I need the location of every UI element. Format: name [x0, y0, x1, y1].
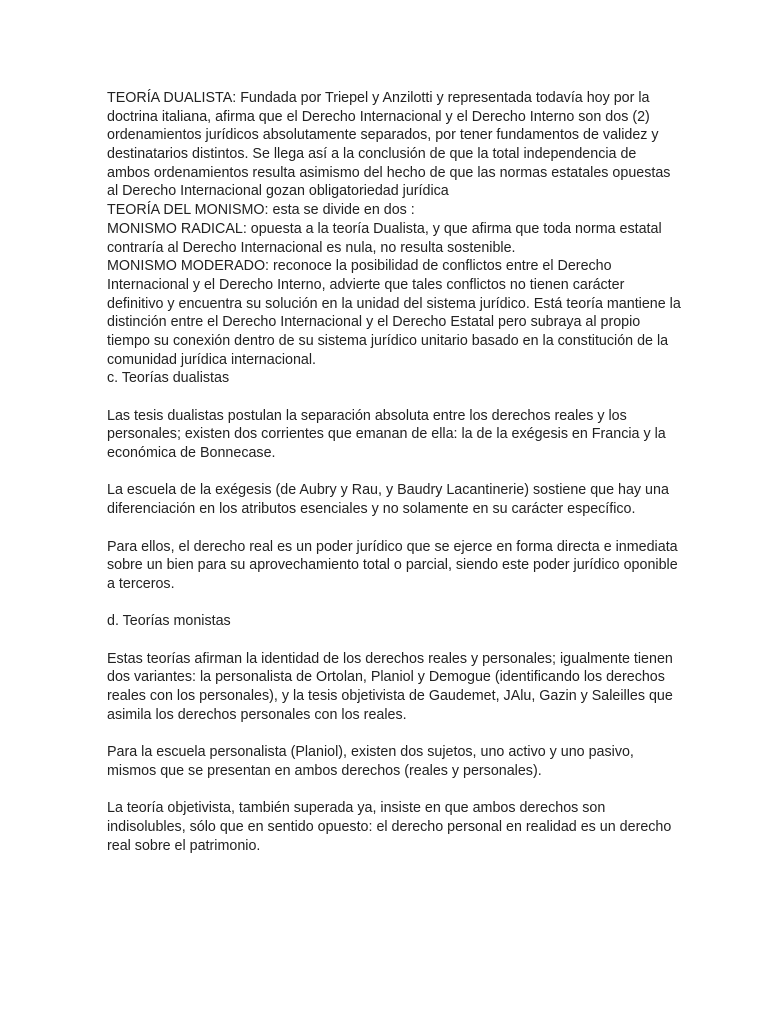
text-line: reales con los personales), y la tesis objetivista de Gaudemet, JAlu, Gazin y Saleilles que: [107, 688, 673, 704]
text-line: distinción entre el Derecho Internacional y el Derecho Estatal pero subraya al propio: [107, 314, 641, 331]
text-line: diferenciación en los atributos esenciales y no solamente en su carácter específico.: [107, 501, 636, 518]
text-line: MONISMO MODERADO: reconoce la posibilidad de conflictos entre el Derecho: [107, 258, 612, 275]
paragraph-gap: [107, 388, 667, 407]
text-line: comunidad jurídica internacional.: [107, 351, 317, 368]
text-line: d. Teorías monistas: [107, 613, 231, 630]
paragraph-gap: [107, 631, 667, 650]
text-line: dos variantes: la personalista de Ortolan, Planiol y Demogue (identificando los derechos: [107, 669, 665, 686]
text-line: La teoría objetivista, también superada ya, insiste en que ambos derechos son: [107, 800, 606, 817]
text-line: ambos ordenamientos resulta asimismo del hecho de que las normas estatales opuestas: [107, 164, 671, 181]
text-line: Las tesis dualistas postulan la separación absoluta entre los derechos reales y los: [107, 407, 627, 424]
text-line: La escuela de la exégesis (de Aubry y Rau, y Baudry Lacantinerie) sostiene que hay una: [107, 482, 669, 499]
text-line: doctrina italiana, afirma que el Derecho Internacional y el Derecho Interno son dos (2): [107, 108, 650, 125]
text-line: TEORÍA DUALISTA: Fundada por Triepel y Anzilotti y representada todavía hoy por la: [107, 90, 650, 106]
paragraph-gap: [107, 594, 667, 613]
paragraph-gap: [107, 724, 667, 743]
paragraph-gap: [107, 780, 667, 799]
text-line: Para la escuela personalista (Planiol), existen dos sujetos, uno activo y uno pasivo,: [107, 744, 634, 761]
text-line: al Derecho Internacional gozan obligatoriedad jurídica: [107, 183, 449, 200]
text-line: c. Teorías dualistas: [107, 370, 230, 387]
text-line: Para ellos, el derecho real es un poder jurídico que se ejerce en forma directa e inmediata: [107, 538, 678, 555]
text-line: Internacional y el Derecho Interno, advierte que tales conflictos no tienen carácter: [107, 276, 625, 293]
text-line: ordenamientos jurídicos absolutamente separados, por tener fundamentos de validez y: [107, 127, 659, 144]
text-line: mismos que se presentan en ambos derechos (reales y personales).: [107, 762, 542, 779]
paragraph-gap: [107, 463, 667, 482]
text-line: económica de Bonnecase.: [107, 445, 276, 462]
text-line: personales; existen dos corrientes que emanan de ella: la de la exégesis en Francia y la: [107, 426, 666, 443]
text-line: sobre un bien para su aprovechamiento total o parcial, siendo este poder jurídico oponible: [107, 557, 678, 574]
text-line: a terceros.: [107, 575, 175, 592]
text-line: real sobre el patrimonio.: [107, 837, 261, 854]
text-line: contraría al Derecho Internacional es nula, no resulta sostenible.: [107, 239, 516, 256]
paragraph-gap: [107, 519, 667, 538]
text-line: Estas teorías afirman la identidad de los derechos reales y personales; igualmente tienen: [107, 650, 673, 667]
text-line: asimila los derechos personales con los reales.: [107, 706, 407, 723]
text-line: MONISMO RADICAL: opuesta a la teoría Dualista, y que afirma que toda norma estatal: [107, 220, 662, 237]
text-line: tiempo su conexión dentro de su sistema jurídico unitario basado en la constitución de la: [107, 332, 669, 349]
text-line: definitivo y encuentra su solución en la unidad del sistema jurídico. Está teoría mantiene la: [107, 295, 681, 312]
text-line: indisolubles, sólo que en sentido opuesto: el derecho personal en realidad es un derecho: [107, 818, 672, 835]
document-body: [107, 89, 681, 855]
text-line: TEORÍA DEL MONISMO: esta se divide en dos :: [107, 202, 415, 219]
text-line: destinatarios distintos. Se llega así a la conclusión de que la total independencia de: [107, 146, 637, 163]
